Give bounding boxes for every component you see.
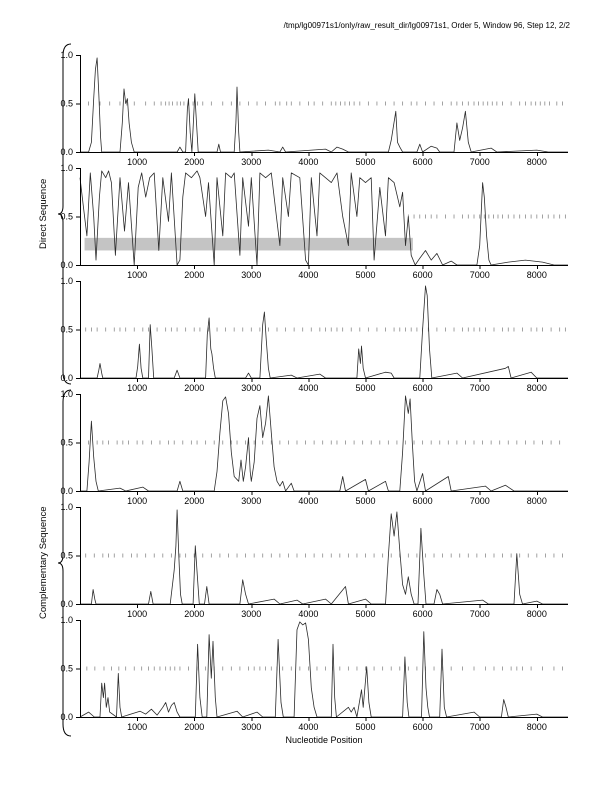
x-tick-label: 7000 xyxy=(469,383,490,393)
complementary-sequence-label: Complementary Sequence xyxy=(38,506,49,620)
axes xyxy=(76,168,568,269)
x-tick-label: 3000 xyxy=(241,496,262,506)
x-tick-label: 2000 xyxy=(184,496,205,506)
signal-line xyxy=(80,286,568,378)
y-tick-label: 1.0 xyxy=(60,163,73,173)
x-tick-label: 3000 xyxy=(241,609,262,619)
y-tick-label: 1.0 xyxy=(60,502,73,512)
y-tick-label: 0.0 xyxy=(60,486,73,496)
x-tick-label: 3000 xyxy=(241,722,262,732)
x-tick-label: 8000 xyxy=(526,383,547,393)
panel-direct-2 xyxy=(40,162,580,282)
half-tick-row xyxy=(408,215,565,219)
x-tick-label: 7000 xyxy=(469,157,490,167)
y-tick-label: 0.0 xyxy=(60,147,73,157)
y-tick-label: 0.0 xyxy=(60,712,73,722)
x-tick-label: 3000 xyxy=(241,383,262,393)
half-tick-row xyxy=(89,102,563,106)
x-tick-label: 4000 xyxy=(298,157,319,167)
y-tick-label: 0.5 xyxy=(60,324,73,335)
x-tick-label: 5000 xyxy=(355,270,376,280)
x-axis-title: Nucleotide Position xyxy=(285,735,363,745)
axes xyxy=(76,394,568,495)
x-tick-label: 1000 xyxy=(127,609,148,619)
half-tick-row xyxy=(87,667,563,671)
x-tick-label: 8000 xyxy=(526,609,547,619)
panel-complementary-3 xyxy=(40,614,580,734)
panel-complementary-1 xyxy=(40,388,580,508)
x-tick-label: 7000 xyxy=(469,496,490,506)
y-tick-label: 0.5 xyxy=(60,550,73,561)
x-tick-label: 8000 xyxy=(526,722,547,732)
x-tick-label: 7000 xyxy=(469,722,490,732)
x-tick-label: 4000 xyxy=(298,609,319,619)
half-tick-row xyxy=(89,441,560,445)
x-tick-label: 1000 xyxy=(127,496,148,506)
x-tick-label: 4000 xyxy=(298,383,319,393)
y-tick-label: 0.0 xyxy=(60,260,73,270)
figure-title: /tmp/lg00971s1/only/raw_result_dir/lg00971s1, Order 5, Window 96, Step 12, 2/2 xyxy=(283,21,570,30)
axes xyxy=(76,55,568,156)
x-tick-label: 4000 xyxy=(298,270,319,280)
x-tick-label: 8000 xyxy=(526,496,547,506)
x-tick-label: 6000 xyxy=(412,383,433,393)
x-tick-label: 6000 xyxy=(412,270,433,280)
x-tick-label: 5000 xyxy=(355,496,376,506)
x-tick-label: 2000 xyxy=(184,383,205,393)
x-tick-label: 5000 xyxy=(355,609,376,619)
y-tick-label: 0.0 xyxy=(60,373,73,383)
panel-direct-3 xyxy=(40,275,580,395)
x-tick-label: 2000 xyxy=(184,722,205,732)
x-tick-label: 1000 xyxy=(127,383,148,393)
x-tick-label: 5000 xyxy=(355,722,376,732)
half-tick-row xyxy=(86,554,563,558)
y-tick-label: 0.0 xyxy=(60,599,73,609)
x-tick-label: 6000 xyxy=(412,496,433,506)
x-tick-label: 7000 xyxy=(469,609,490,619)
signal-line xyxy=(80,171,568,265)
y-tick-label: 0.5 xyxy=(60,211,73,222)
x-tick-label: 6000 xyxy=(412,722,433,732)
shaded-band xyxy=(85,238,413,251)
x-tick-label: 7000 xyxy=(469,270,490,280)
y-tick-label: 0.5 xyxy=(60,663,73,674)
y-tick-label: 1.0 xyxy=(60,389,73,399)
y-tick-label: 1.0 xyxy=(60,50,73,60)
x-tick-label: 1000 xyxy=(127,722,148,732)
panel-direct-1 xyxy=(40,49,580,169)
x-tick-label: 2000 xyxy=(184,270,205,280)
half-tick-row xyxy=(86,328,566,332)
x-tick-label: 3000 xyxy=(241,157,262,167)
x-tick-label: 6000 xyxy=(412,609,433,619)
signal-line xyxy=(80,622,568,717)
signal-line xyxy=(80,396,568,491)
y-tick-label: 0.5 xyxy=(60,437,73,448)
x-tick-label: 4000 xyxy=(298,496,319,506)
x-tick-label: 1000 xyxy=(127,157,148,167)
x-tick-label: 1000 xyxy=(127,270,148,280)
direct-sequence-label: Direct Sequence xyxy=(38,178,49,250)
x-tick-label: 6000 xyxy=(412,157,433,167)
x-tick-label: 5000 xyxy=(355,157,376,167)
signal-line xyxy=(80,58,568,152)
x-tick-label: 8000 xyxy=(526,157,547,167)
x-tick-label: 4000 xyxy=(298,722,319,732)
y-tick-label: 0.5 xyxy=(60,98,73,109)
x-tick-label: 3000 xyxy=(241,270,262,280)
signal-line xyxy=(80,510,568,604)
y-tick-label: 1.0 xyxy=(60,615,73,625)
x-tick-label: 5000 xyxy=(355,383,376,393)
x-tick-label: 2000 xyxy=(184,609,205,619)
x-tick-label: 2000 xyxy=(184,157,205,167)
x-tick-label: 8000 xyxy=(526,270,547,280)
panel-complementary-2 xyxy=(40,501,580,621)
y-tick-label: 1.0 xyxy=(60,276,73,286)
